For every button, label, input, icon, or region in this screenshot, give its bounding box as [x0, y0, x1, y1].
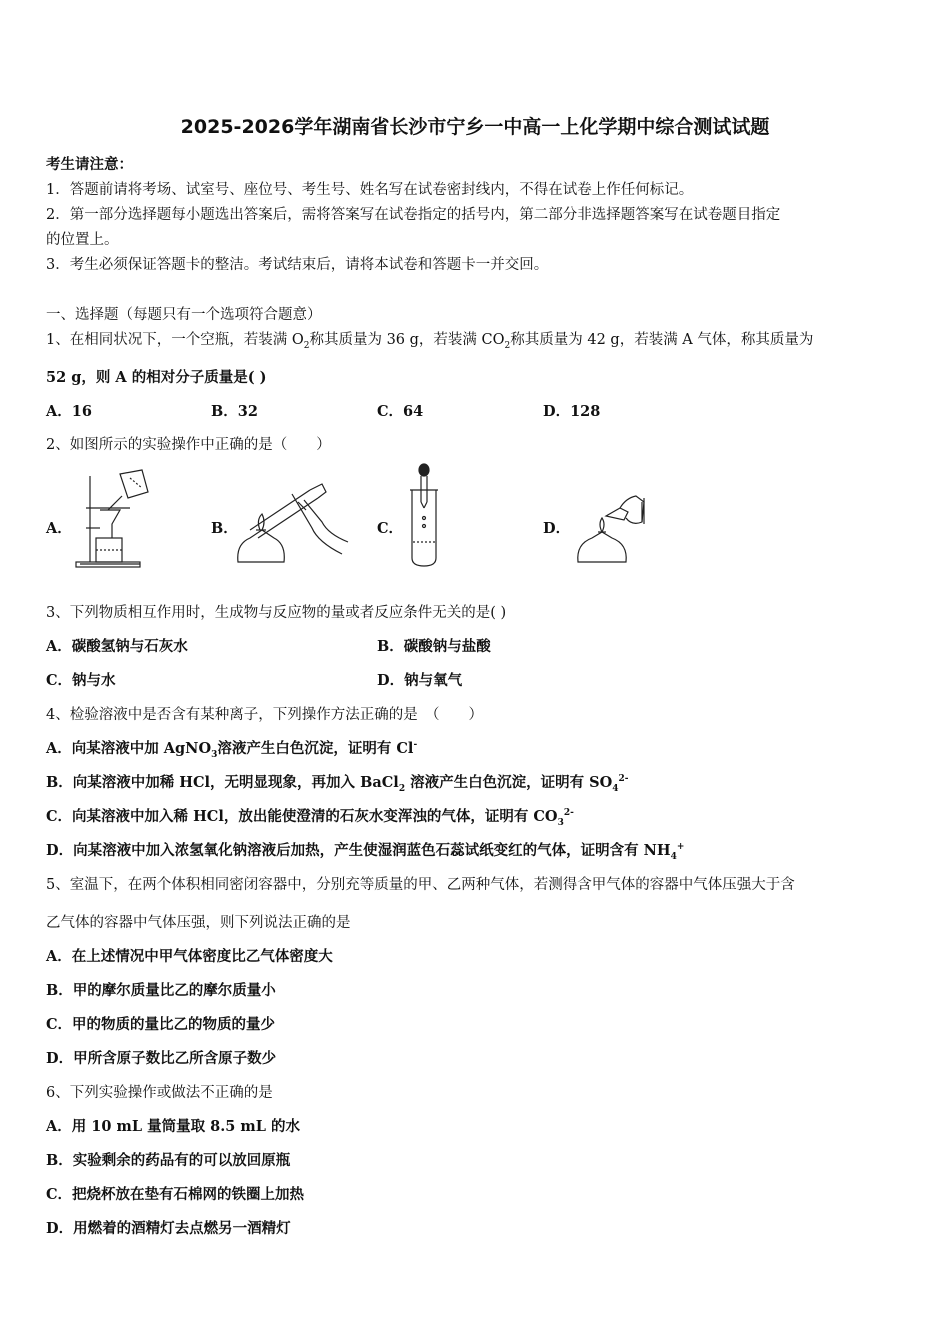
- q4-option-b: B．向某溶液中加稀 HCl，无明显现象，再加入 BaCl$_2$ 溶液产生白色沉淀，证明有 $SO_4^{2-}$: [46, 774, 629, 794]
- q5-option-a: A．在上述情况中甲气体密度比乙气体密度大: [46, 948, 333, 965]
- q3-option-a: A．碳酸氢钠与石灰水: [46, 638, 188, 655]
- q1-option-b: B．32: [211, 403, 258, 420]
- notice-heading: 考生请注意：: [46, 156, 133, 173]
- q1-option-d: D．128: [543, 403, 601, 420]
- q4-stem: 4、检验溶液中是否含有某种离子，下列操作方法正确的是 （ ）: [46, 707, 483, 723]
- figure-filtration: [70, 466, 170, 570]
- q1-stem-cont: 52 g，则 A 的相对分子质量是( ): [46, 369, 267, 386]
- q6-option-d: D．用燃着的酒精灯去点燃另一酒精灯: [46, 1220, 291, 1237]
- notice-item-2: 2．第一部分选择题每小题选出答案后，需将答案写在试卷指定的括号内，第二部分非选择题答案写在试卷题目指定: [46, 207, 781, 223]
- q2-stem: 2、如图所示的实验操作中正确的是（ ）: [46, 437, 331, 453]
- q6-option-c: C．把烧杯放在垫有石棉网的铁圈上加热: [46, 1186, 305, 1203]
- q2-label-a: A．: [46, 520, 72, 537]
- notice-item-1: 1．答题前请将考场、试室号、座位号、考生号、姓名写在试卷密封线内，不得在试卷上作任何标记。: [46, 182, 694, 198]
- q3-option-c: C．钠与水: [46, 672, 116, 689]
- q1-stem: 1、在相同状况下，一个空瓶，若装满 $O_2$称其质量为 36 g，若装满 $CO_2$称其质量为 42 g，若装满 A 气体，称其质量为: [46, 332, 814, 351]
- figure-alcohol-lamp: [572, 488, 652, 568]
- q3-option-d: D．钠与氧气: [377, 672, 463, 689]
- q2-label-c: C．: [377, 520, 404, 537]
- q1-option-c: C．64: [377, 403, 424, 420]
- q4-option-c: C．向某溶液中加入稀 HCl，放出能使澄清的石灰水变浑浊的气体，证明有 $CO_3^{2-}$: [46, 808, 574, 828]
- q5-option-b: B．甲的摩尔质量比乙的摩尔质量小: [46, 982, 276, 999]
- q2-label-b: B．: [211, 520, 238, 537]
- q5-option-c: C．甲的物质的量比乙的物质的量少: [46, 1016, 276, 1033]
- page-title: 2025-2026学年湖南省长沙市宁乡一中高一上化学期中综合测试试题: [180, 116, 770, 138]
- figure-heating-tube: [232, 478, 352, 568]
- q3-option-b: B．碳酸钠与盐酸: [377, 638, 491, 655]
- q1-option-a: A．16: [46, 403, 92, 420]
- q4-option-a: A．向某溶液中加 AgNO$_3$溶液产生白色沉淀，证明有 Cl-: [46, 740, 418, 760]
- q6-option-a: A．用 10 mL 量筒量取 8.5 mL 的水: [46, 1118, 301, 1135]
- q3-stem: 3、下列物质相互作用时，生成物与反应物的量或者反应条件无关的是( ): [46, 605, 507, 621]
- q5-stem-cont: 乙气体的容器中气体压强，则下列说法正确的是: [46, 915, 351, 931]
- notice-item-3: 3．考生必须保证答题卡的整洁。考试结束后，请将本试卷和答题卡一并交回。: [46, 257, 549, 273]
- q5-stem: 5、室温下，在两个体积相同密闭容器中，分别充等质量的甲、乙两种气体，若测得含甲气体的容器中气体压强大于含: [46, 877, 795, 893]
- q6-option-b: B．实验剩余的药品有的可以放回原瓶: [46, 1152, 291, 1169]
- q6-stem: 6、下列实验操作或做法不正确的是: [46, 1085, 273, 1101]
- figure-dropper: [404, 462, 444, 570]
- q4-option-d: D．向某溶液中加入浓氢氧化钠溶液后加热，产生使湿润蓝色石蕊试纸变红的气体，证明含有 $NH_4^+$: [46, 842, 685, 862]
- q2-label-d: D．: [543, 520, 571, 537]
- q5-option-d: D．甲所含原子数比乙所含原子数少: [46, 1050, 277, 1067]
- section-heading: 一、选择题（每题只有一个选项符合题意）: [46, 307, 322, 323]
- notice-item-2-cont: 的位置上。: [46, 232, 119, 248]
